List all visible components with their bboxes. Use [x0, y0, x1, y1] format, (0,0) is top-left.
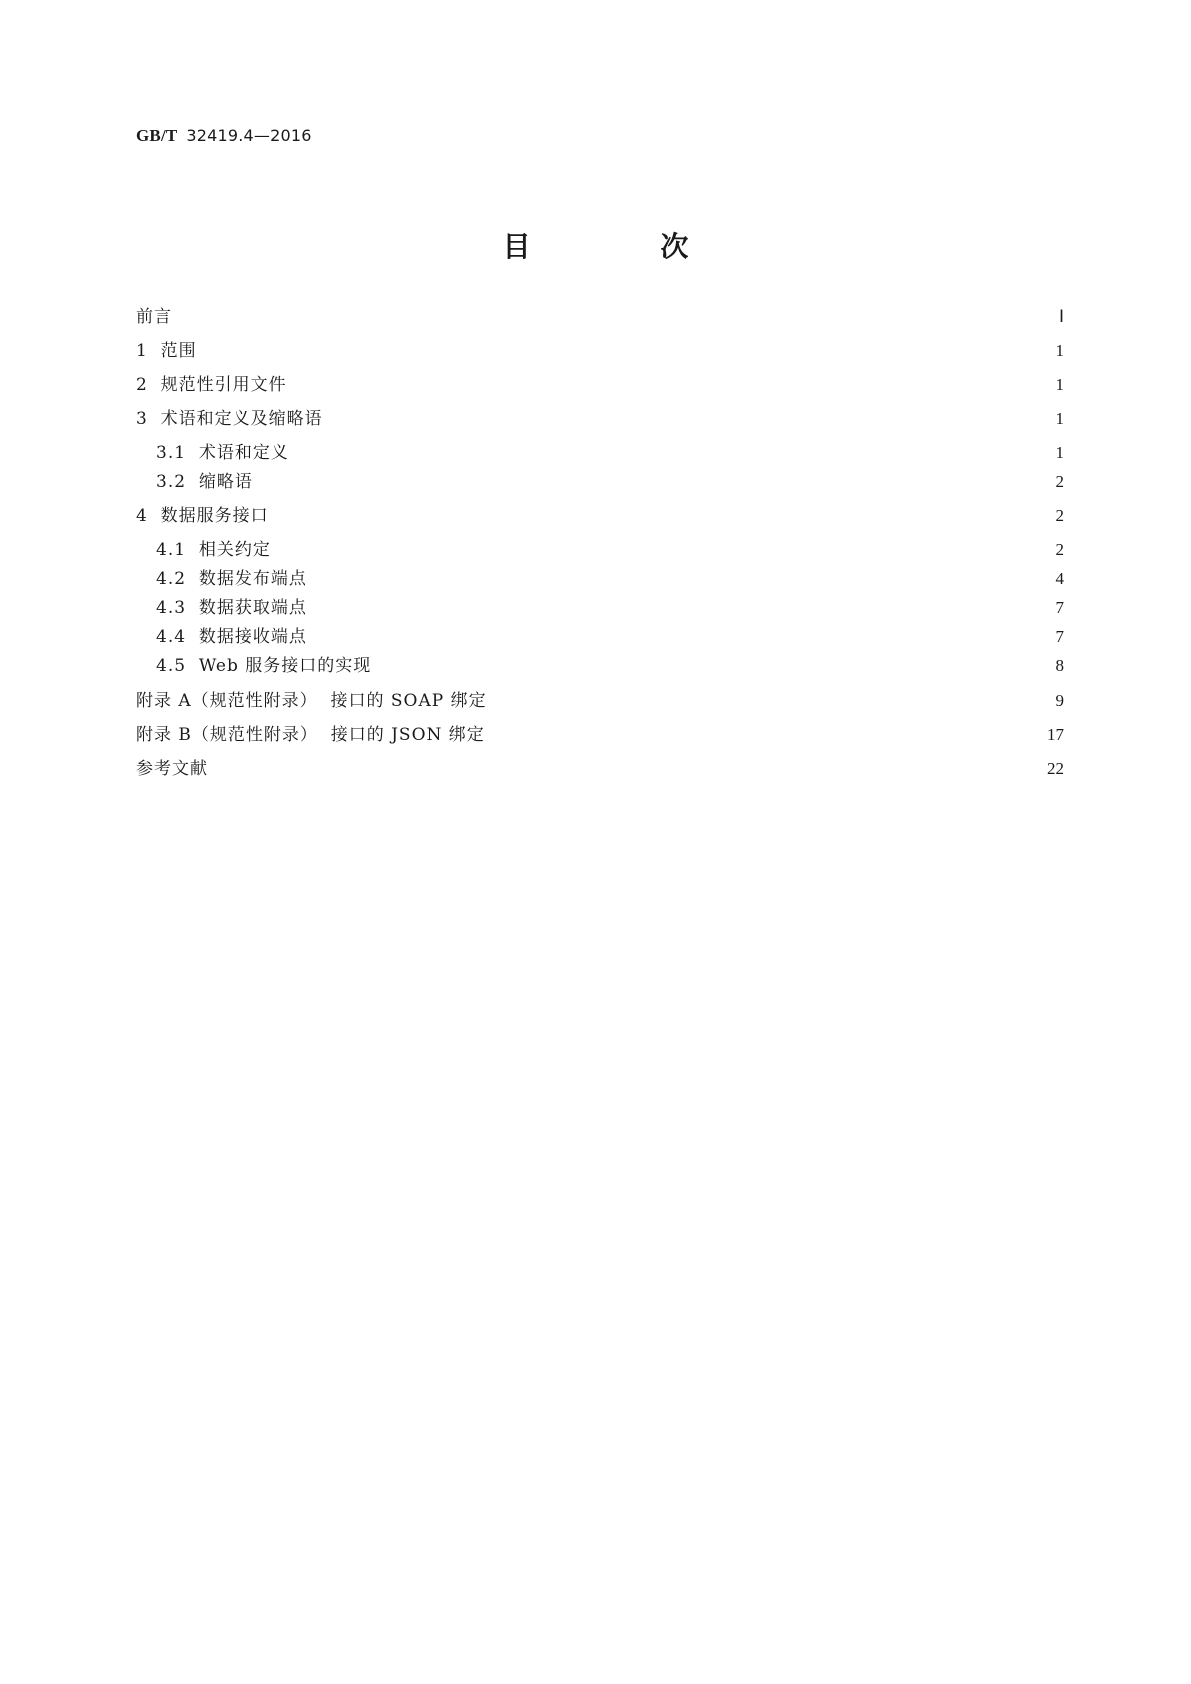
toc-entry-data-service-interface[interactable]: [136, 504, 1064, 528]
toc-entry-terms-definitions[interactable]: [156, 441, 1064, 465]
toc-entry-foreword[interactable]: [136, 305, 1064, 329]
toc-entry-page: 7: [1055, 598, 1064, 617]
toc-title: 目 次: [502, 230, 749, 263]
toc-entry-label: 4.1 相关约定: [156, 540, 271, 560]
toc-entry-scope[interactable]: [136, 339, 1064, 363]
toc-dot-leader: [261, 470, 1032, 494]
toc-dot-leader: [180, 305, 1032, 329]
toc-dot-leader: [331, 407, 1032, 431]
toc-dot-leader: [279, 538, 1032, 562]
toc-entry-publish-endpoint[interactable]: [156, 567, 1064, 591]
toc-entry-page: 1: [1055, 409, 1064, 428]
toc-entry-label: 附录 A（规范性附录） 接口的 SOAP 绑定: [136, 691, 487, 711]
toc-entry-label: 前言: [136, 307, 172, 327]
table-of-contents: [136, 0, 1064, 900]
standard-number: 32419.4—2016: [186, 126, 312, 145]
toc-entry-page: 2: [1055, 506, 1064, 525]
toc-entry-label: 附录 B（规范性附录） 接口的 JSON 绑定: [136, 725, 485, 745]
toc-entry-page: 17: [1047, 725, 1064, 744]
toc-entry-label: 4 数据服务接口: [136, 506, 269, 526]
toc-entry-label: 4.4 数据接收端点: [156, 627, 307, 647]
toc-entry-page: 2: [1055, 540, 1064, 559]
toc-entry-page: 1: [1055, 443, 1064, 462]
toc-entry-web-service-implementation[interactable]: [156, 654, 1064, 678]
toc-entry-annex-a-soap[interactable]: [136, 689, 1064, 713]
toc-dot-leader: [277, 504, 1032, 528]
toc-entry-page: 1: [1055, 375, 1064, 394]
standard-prefix: GB/T: [136, 126, 178, 145]
toc-entry-retrieve-endpoint[interactable]: [156, 596, 1064, 620]
toc-entry-annex-b-json[interactable]: [136, 723, 1064, 747]
toc-dot-leader: [315, 567, 1032, 591]
toc-entry-normative-references[interactable]: [136, 373, 1064, 397]
toc-entry-label: 3.1 术语和定义: [156, 443, 289, 463]
toc-entry-label: 3 术语和定义及缩略语: [136, 409, 323, 429]
toc-entry-label: 4.5 Web 服务接口的实现: [156, 656, 372, 676]
toc-dot-leader: [495, 689, 1032, 713]
toc-entry-bibliography[interactable]: [136, 757, 1064, 781]
toc-dot-leader: [216, 757, 1032, 781]
toc-dot-leader: [379, 654, 1032, 678]
toc-dot-leader: [205, 339, 1032, 363]
toc-entry-page: 8: [1055, 656, 1064, 675]
toc-entry-label: 1 范围: [136, 341, 197, 361]
toc-entry-page: 9: [1055, 691, 1064, 710]
toc-entry-page: 22: [1047, 759, 1064, 778]
toc-entry-conventions[interactable]: [156, 538, 1064, 562]
toc-entry-abbreviations[interactable]: [156, 470, 1064, 494]
toc-entry-page: 2: [1055, 472, 1064, 491]
toc-entry-label: 参考文献: [136, 759, 208, 779]
toc-entry-page: 4: [1055, 569, 1064, 588]
toc-dot-leader: [315, 596, 1032, 620]
toc-entry-label: 2 规范性引用文件: [136, 375, 287, 395]
toc-dot-leader: [297, 441, 1032, 465]
toc-dot-leader: [315, 625, 1032, 649]
toc-entry-page: 7: [1055, 627, 1064, 646]
toc-entry-label: 4.3 数据获取端点: [156, 598, 307, 618]
toc-entry-terms-definitions-abbreviations[interactable]: [136, 407, 1064, 431]
toc-entry-receive-endpoint[interactable]: [156, 625, 1064, 649]
toc-entry-label: 3.2 缩略语: [156, 472, 253, 492]
toc-entry-label: 4.2 数据发布端点: [156, 569, 307, 589]
toc-dot-leader: [493, 723, 1032, 747]
toc-entry-page: 1: [1055, 341, 1064, 360]
toc-entry-page: Ⅰ: [1058, 307, 1064, 326]
toc-dot-leader: [295, 373, 1032, 397]
